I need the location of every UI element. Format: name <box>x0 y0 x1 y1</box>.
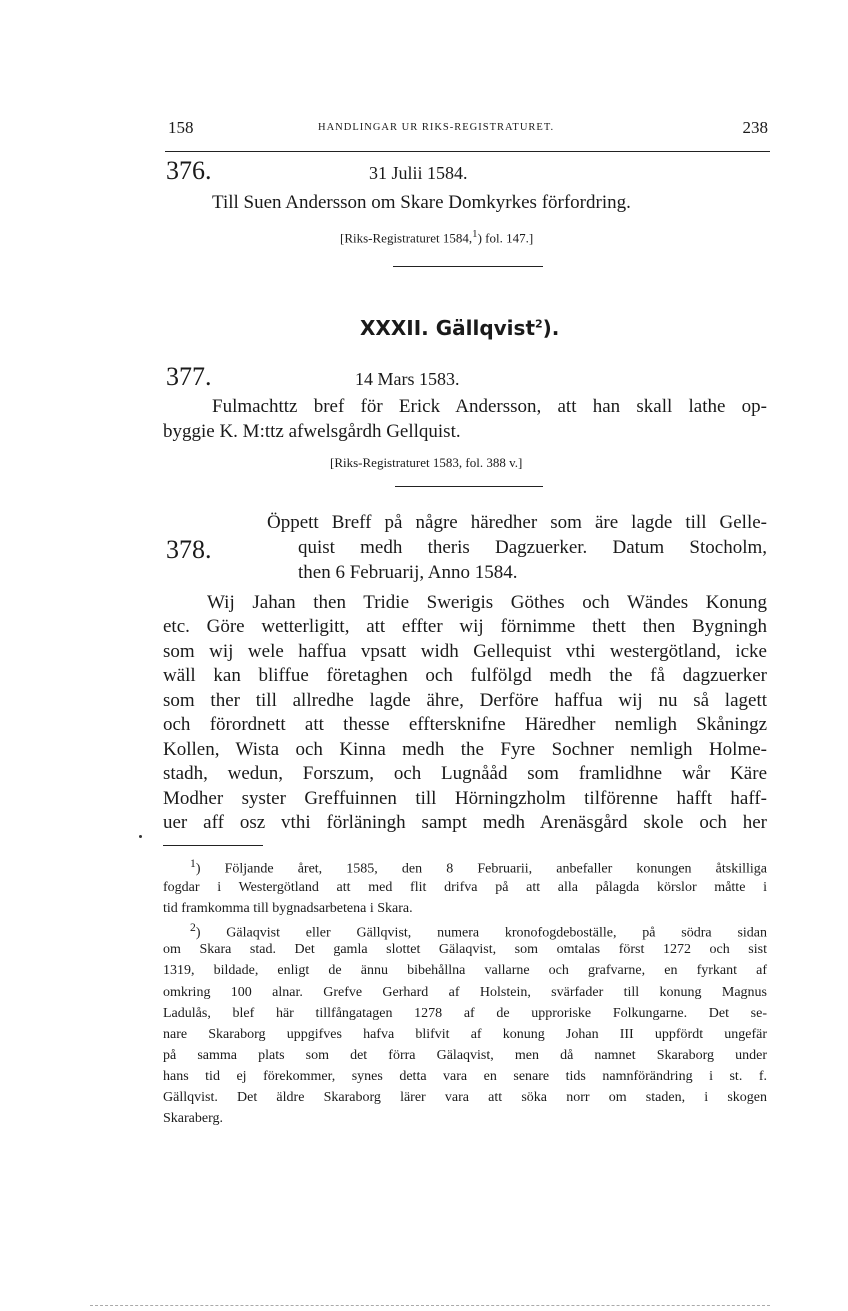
entry-378-number: 378. <box>166 535 212 564</box>
header-rule <box>165 151 770 152</box>
entry-377-line-2: byggie K. M:ttz afwelsgårdh Gellquist. <box>163 421 461 442</box>
footnote-2-line-6: nare Skaraborg uppgifves hafva blifvit af konung Johan III uppfördt ungefär <box>163 1027 767 1042</box>
entry-378-body-line-10: uer aff osz vthi förläningh sampt medh Arenäsgård skole och her <box>163 812 767 833</box>
scan-edge-line <box>90 1305 770 1306</box>
entry-378-title-line-1: Öppett Breff på någre häredher som äre lagde till Gelle- <box>267 512 767 533</box>
section-tail: ). <box>542 316 560 340</box>
section-title: XXXII. Gällqvist <box>360 316 535 340</box>
footnote-2-marker: 2 <box>190 921 196 934</box>
entry-376-date: 31 Julii 1584. <box>369 163 468 183</box>
entry-378-body-line-9: Modher syster Greffuinnen till Hörningzholm tilförenne hafft haff- <box>163 788 767 809</box>
footnote-rule <box>163 845 263 846</box>
footnote-2-line-4: omkring 100 alnar. Grefve Gerhard af Holstein, svärfader till konung Magnus <box>163 985 767 1000</box>
footnote-2-line-3: 1319, bildade, enligt de ännu bibehållna vallarne och grafvarne, en fyrkant af <box>163 963 767 978</box>
entry-378-title-line-2: quist medh theris Dagzuerker. Datum Stocholm, <box>298 537 767 558</box>
entry-378-body-line-7: Kollen, Wista och Kinna medh the Fyre Sochner nemligh Holme- <box>163 739 767 760</box>
entry-376-source-a: [Riks-Registraturet 1584, <box>340 230 473 246</box>
entry-377-source: [Riks-Registraturet 1583, fol. 388 v.] <box>330 455 523 470</box>
margin-mark <box>139 835 142 838</box>
entry-378-body-line-8: stadh, wedun, Forszum, och Lugnååd som framlidhne wår Käre <box>163 763 767 784</box>
entry-378-body-line-4: wäll kan bliffue företaghen och fulfölgd medh the få dagzuerker <box>163 665 767 686</box>
footnote-2-line-8: hans tid ej förekommer, synes detta vara en senare tids namnförändring i st. f. <box>163 1069 767 1084</box>
footnote-2-line-1 <box>190 921 767 942</box>
entry-376-source-b: ) fol. 147.] <box>477 230 534 246</box>
footnote-2-line-1-text: ) Gälaqvist eller Gällqvist, numera kronofogdeboställe, på södra sidan <box>195 925 767 941</box>
separator-rule <box>393 266 543 267</box>
page-number-right: 238 <box>742 118 768 137</box>
section-footnote-marker: 2 <box>535 317 543 331</box>
entry-377-line-1: Fulmachttz bref för Erick Andersson, att han skall lathe op- <box>212 396 767 417</box>
footnote-2-line-2: om Skara stad. Det gamla slottet Gälaqvist, som omtalas först 1272 och sist <box>163 942 767 957</box>
entry-378-body-line-6: och förordnett att thesse efftersknifne Häredher nemligh Skåningz <box>163 714 767 735</box>
footnote-2-line-7: på samma plats som det förra Gälaqvist, men då namnet Skaraborg under <box>163 1048 767 1063</box>
section-heading <box>360 316 559 340</box>
page-number-left: 158 <box>168 118 194 137</box>
footnote-2-line-5: Ladulås, blef här tillfångatagen 1278 af de upproriske Folkungarne. Det se- <box>163 1006 767 1021</box>
running-header <box>168 118 768 142</box>
footnote-1-marker: 1 <box>190 857 196 870</box>
footnote-2-line-10: Skaraberg. <box>163 1111 223 1126</box>
entry-378-body-line-1: Wij Jahan then Tridie Swerigis Göthes och Wändes Konung <box>207 592 767 613</box>
footnote-1-line-1 <box>190 857 767 878</box>
footnote-1-line-1-text: ) Följande året, 1585, den 8 Februarii, anbefaller konungen åtskilliga <box>195 861 767 877</box>
entry-376-source-sup: 1 <box>472 228 478 240</box>
footnote-1-line-2: fogdar i Westergötland att med flit drifva på att alla pålagda körslor måtte i <box>163 880 767 895</box>
separator-rule <box>395 486 543 487</box>
entry-378-body-line-2: etc. Göre wetterligitt, att effter wij förnimme thett then Bygningh <box>163 616 767 637</box>
entry-376-number: 376. <box>166 156 212 185</box>
entry-376-source <box>340 228 533 246</box>
footnote-1-line-3: tid framkomma till bygnadsarbetena i Skara. <box>163 901 413 916</box>
entry-378-title-line-3: then 6 Februarij, Anno 1584. <box>298 562 518 583</box>
footnote-2-line-9: Gällqvist. Det äldre Skaraborg lärer vara att söka norr om staden, i skogen <box>163 1090 767 1105</box>
running-title: HANDLINGAR UR RIKS-REGISTRATURET. <box>318 122 555 133</box>
entry-376-title: Till Suen Andersson om Skare Domkyrkes förfordring. <box>212 192 631 213</box>
entry-377-date: 14 Mars 1583. <box>355 369 460 389</box>
entry-378-body-line-3: som wij wele haffua vpsatt widh Gellequist vthi westergötland, icke <box>163 641 767 662</box>
entry-377-number: 377. <box>166 362 212 391</box>
entry-378-body-line-5: som ther till allredhe lagde ähre, Derföre haffua wij nu så lagett <box>163 690 767 711</box>
